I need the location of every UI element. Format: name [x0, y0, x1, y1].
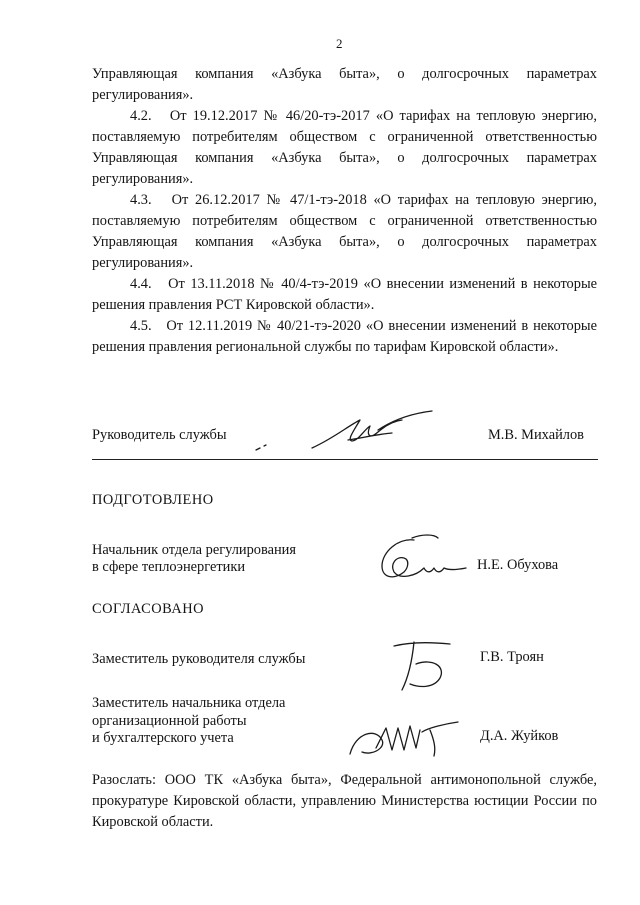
agreed-name-2: Д.А. Жуйков	[480, 728, 559, 744]
agreed-role-2-line1: Заместитель начальника отдела	[92, 695, 286, 711]
agreed-role-2-line3: и бухгалтерского учета	[92, 730, 234, 746]
list-item-4-5: 4.5. От 12.11.2019 № 40/21-тэ-2020 «О внесении изменений в некоторые решения правления региональной службы по тарифам Кировской области».	[92, 318, 597, 355]
prepared-heading: ПОДГОТОВЛЕНО	[92, 492, 214, 508]
list-item-4-2: 4.2. От 19.12.2017 № 46/20-тэ-2017 «О тарифах на тепловую энергию, поставляемую потребителям обществом с ограниченной ответственностью Управляющая компания «Азбука быта», о долгосрочных параметрах регулирования».	[92, 108, 597, 187]
prepared-name: Н.Е. Обухова	[477, 557, 559, 573]
agreed-role-2-line2: организационной работы	[92, 713, 247, 729]
prepared-signature-scribble	[372, 530, 472, 585]
head-name: М.В. Михайлов	[488, 427, 584, 443]
continuation-text: Управляющая компания «Азбука быта», о долгосрочных параметрах регулирования».	[92, 66, 597, 103]
list-item-4-4: 4.4. От 13.11.2018 № 40/4-тэ-2019 «О внесении изменений в некоторые решения правления РСТ Кировской области».	[92, 276, 597, 313]
list-item-4-3: 4.3. От 26.12.2017 № 47/1-тэ-2018 «О тарифах на тепловую энергию, поставляемую потребителям обществом с ограниченной ответственностью Управляющая компания «Азбука быта», о долгосрочных параметрах регулирования».	[92, 192, 597, 271]
distribution-list: Разослать: ООО ТК «Азбука быта», Федеральной антимонопольной службе, прокуратуре Кировской области, управлению Министерства юстиции России по Кировской области.	[92, 772, 597, 830]
prepared-role-line2: в сфере теплоэнергетики	[92, 559, 246, 575]
agreed-name-1: Г.В. Троян	[480, 649, 544, 665]
head-role: Руководитель службы	[92, 427, 227, 443]
prepared-role-line1: Начальник отдела регулирования	[92, 542, 297, 558]
head-signature-scribble	[252, 408, 442, 456]
agreed-signature-scribble-1	[388, 628, 468, 698]
agreed-signature-scribble-2	[346, 714, 466, 764]
page-number: 2	[336, 36, 343, 51]
agreed-role-1: Заместитель руководителя службы	[92, 651, 306, 667]
signature-divider	[92, 459, 598, 460]
agreed-heading: СОГЛАСОВАНО	[92, 601, 205, 617]
